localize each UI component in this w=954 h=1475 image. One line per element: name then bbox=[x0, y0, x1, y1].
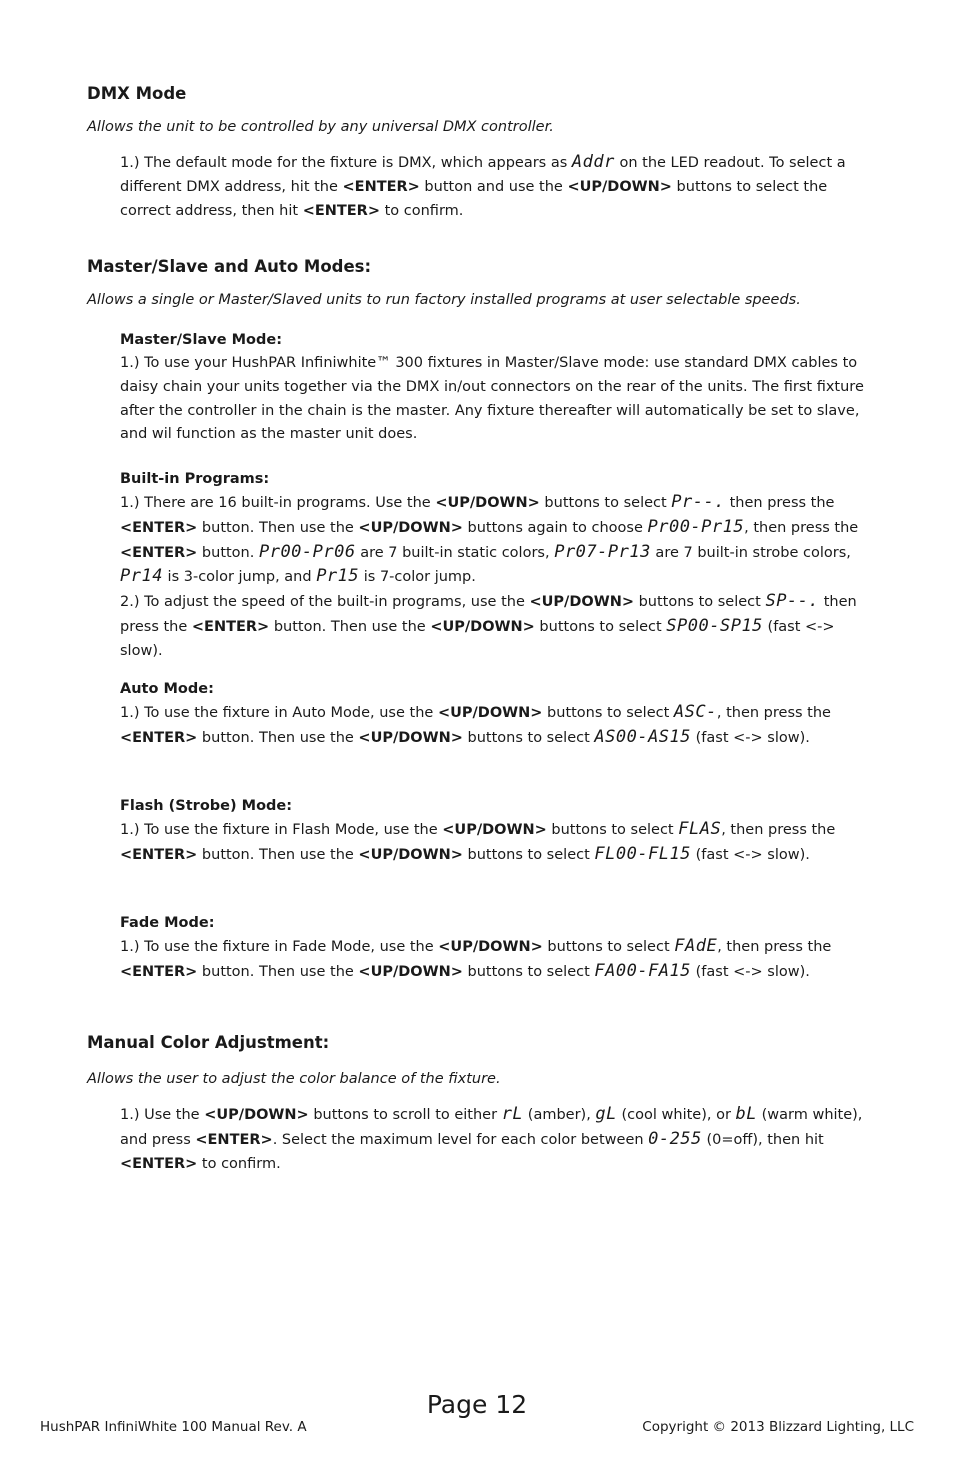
page-number: Page 12 bbox=[426, 1390, 528, 1419]
led-readout-code: Pr00-Pr06 bbox=[258, 541, 356, 562]
text-run: buttons to select bbox=[633, 594, 766, 611]
text-run: buttons to select bbox=[546, 822, 679, 838]
text-run: button. Then use the bbox=[197, 963, 359, 980]
text-run: (cool white), or bbox=[616, 1107, 736, 1123]
text-run: 2.) To adjust the speed of the built-in programs, use the bbox=[120, 594, 530, 611]
text-run: , then press the bbox=[721, 822, 836, 838]
flash-mode-paragraph bbox=[120, 818, 872, 868]
section-heading-dmx-mode: DMX Mode bbox=[87, 84, 187, 103]
led-readout-code: FLAS bbox=[678, 819, 722, 839]
led-readout-code: Pr15 bbox=[316, 566, 360, 587]
section-heading-master-slave: Master/Slave and Auto Modes: bbox=[87, 257, 372, 276]
text-run: are 7 built-in static colors, bbox=[355, 544, 555, 561]
button-reference: <UP/DOWN> bbox=[358, 729, 463, 746]
text-run: (fast <-> slow). bbox=[691, 963, 810, 980]
button-reference: <ENTER> bbox=[120, 963, 198, 980]
section-intro-dmx-mode: Allows the unit to be controlled by any universal DMX controller. bbox=[87, 119, 554, 135]
button-reference: <UP/DOWN> bbox=[438, 939, 543, 955]
manual-color-paragraph bbox=[120, 1103, 872, 1176]
button-reference: <ENTER> bbox=[120, 729, 198, 746]
led-readout-code: Pr14 bbox=[120, 566, 163, 587]
text-run: , then press the bbox=[717, 939, 832, 955]
led-readout-code: bL bbox=[735, 1104, 758, 1124]
text-run: 1.) There are 16 built-in programs. Use the bbox=[120, 495, 436, 511]
text-run: to confirm. bbox=[197, 1155, 281, 1172]
dmx-mode-paragraph bbox=[120, 151, 872, 223]
text-run: (fast <-> slow). bbox=[120, 618, 835, 659]
text-run: buttons to select bbox=[462, 729, 595, 746]
text-run: buttons to select the correct address, then hit bbox=[120, 178, 828, 219]
text-run: 1.) The default mode for the fixture is DMX, which appears as bbox=[120, 155, 572, 171]
subheading-auto-mode: Auto Mode: bbox=[120, 681, 214, 697]
section-intro-master-slave: Allows a single or Master/Slaved units to run factory installed programs at user selectable speeds. bbox=[87, 292, 801, 308]
led-readout-code: rL bbox=[501, 1104, 524, 1124]
text-run: then press the bbox=[120, 594, 857, 635]
led-readout-code: SP--. bbox=[765, 591, 820, 612]
master-slave-paragraph bbox=[120, 352, 872, 447]
subheading-flash-mode: Flash (Strobe) Mode: bbox=[120, 798, 293, 814]
text-run: (fast <-> slow). bbox=[691, 846, 810, 863]
button-reference: <UP/DOWN> bbox=[529, 594, 634, 611]
button-reference: <UP/DOWN> bbox=[358, 963, 463, 980]
led-readout-code: Addr bbox=[571, 152, 615, 172]
text-run: buttons to select bbox=[539, 495, 672, 511]
text-run: then press the bbox=[724, 495, 835, 511]
text-run: (amber), bbox=[523, 1107, 596, 1123]
button-reference: <ENTER> bbox=[120, 1155, 198, 1172]
led-readout-code: FAdE bbox=[674, 936, 718, 956]
text-run: is 3-color jump, and bbox=[162, 569, 317, 586]
led-readout-code: Pr--. bbox=[671, 492, 725, 512]
text-run: 1.) Use the bbox=[120, 1107, 205, 1123]
button-reference: <UP/DOWN> bbox=[435, 495, 540, 511]
led-readout-code: 0-255 bbox=[648, 1128, 702, 1149]
text-run: . Select the maximum level for each color between bbox=[272, 1131, 649, 1148]
text-run: 1.) To use the fixture in Flash Mode, use the bbox=[120, 822, 443, 838]
built-in-programs-paragraph bbox=[120, 491, 872, 664]
text-run: buttons to select bbox=[542, 705, 674, 721]
text-run: 1.) To use the fixture in Auto Mode, use the bbox=[120, 705, 438, 721]
text-run: button and use the bbox=[419, 178, 568, 195]
led-readout-code: FA00-FA15 bbox=[594, 960, 692, 981]
button-reference: <UP/DOWN> bbox=[430, 618, 535, 635]
button-reference: <UP/DOWN> bbox=[437, 705, 543, 721]
text-run: (warm white), and press bbox=[120, 1107, 863, 1148]
button-reference: <ENTER> bbox=[120, 544, 198, 561]
auto-mode-paragraph bbox=[120, 701, 872, 751]
text-run: (0=off), then hit bbox=[701, 1131, 824, 1148]
button-reference: <ENTER> bbox=[120, 519, 198, 536]
led-readout-code: SP00-SP15 bbox=[666, 615, 763, 636]
text-run: buttons to select bbox=[462, 846, 595, 863]
button-reference: <UP/DOWN> bbox=[567, 178, 672, 195]
text-run: buttons to scroll to either bbox=[308, 1107, 502, 1123]
led-readout-code: ASC- bbox=[673, 702, 717, 722]
text-run: button. Then use the bbox=[197, 729, 359, 746]
button-reference: <UP/DOWN> bbox=[204, 1107, 309, 1123]
text-run: button. bbox=[197, 544, 259, 561]
text-run: is 7-color jump. bbox=[359, 569, 476, 586]
button-reference: <UP/DOWN> bbox=[442, 822, 547, 838]
text-run: to confirm. bbox=[380, 202, 464, 219]
subheading-built-in-programs: Built-in Programs: bbox=[120, 471, 270, 487]
led-readout-code: FL00-FL15 bbox=[594, 843, 692, 864]
text-run: buttons to select bbox=[462, 963, 595, 980]
fade-mode-paragraph bbox=[120, 935, 872, 985]
button-reference: <ENTER> bbox=[195, 1131, 273, 1148]
button-reference: <ENTER> bbox=[302, 202, 380, 219]
button-reference: <ENTER> bbox=[191, 618, 270, 635]
text-run: buttons to select bbox=[542, 939, 675, 955]
text-run: (fast <-> slow). bbox=[691, 729, 810, 746]
text-run: buttons again to choose bbox=[462, 519, 648, 536]
text-run: button. Then use the bbox=[269, 618, 431, 635]
button-reference: <UP/DOWN> bbox=[358, 846, 463, 863]
text-run: 1.) To use the fixture in Fade Mode, use the bbox=[120, 939, 439, 955]
led-readout-code: Pr07-Pr13 bbox=[554, 541, 651, 562]
section-heading-manual-color: Manual Color Adjustment: bbox=[87, 1033, 330, 1052]
led-readout-code: AS00-AS15 bbox=[594, 726, 692, 747]
led-readout-code: Pr00-Pr15 bbox=[647, 516, 745, 537]
button-reference: <ENTER> bbox=[342, 178, 420, 195]
button-reference: <ENTER> bbox=[120, 846, 198, 863]
button-reference: <UP/DOWN> bbox=[358, 519, 463, 536]
text-run: button. Then use the bbox=[197, 519, 359, 536]
subheading-fade-mode: Fade Mode: bbox=[120, 915, 215, 931]
text-run: 1.) To use your HushPAR Infiniwhite™ 300 fixtures in Master/Slave mode: use standard DMX cables to daisy chain your units together via the DMX in/out connectors on the rear of the units. The first fixture after the controller in the chain is the master. Any fixture thereafter will automatically be set to slave, and wil function as the master unit does. bbox=[120, 355, 864, 443]
led-readout-code: gL bbox=[595, 1104, 617, 1124]
footer-manual-title: HushPAR InfiniWhite 100 Manual Rev. A bbox=[40, 1419, 307, 1435]
subheading-master-slave-mode: Master/Slave Mode: bbox=[120, 332, 282, 348]
text-run: button. Then use the bbox=[197, 846, 359, 863]
text-run: buttons to select bbox=[534, 618, 667, 635]
text-run: , then press the bbox=[744, 519, 859, 536]
section-intro-manual-color: Allows the user to adjust the color balance of the fixture. bbox=[87, 1071, 501, 1087]
text-run: are 7 built-in strobe colors, bbox=[650, 544, 851, 561]
text-run: on the LED readout. To select a different DMX address, hit the bbox=[120, 155, 846, 195]
text-run: , then press the bbox=[716, 705, 831, 721]
footer-copyright: Copyright © 2013 Blizzard Lighting, LLC bbox=[642, 1419, 914, 1435]
